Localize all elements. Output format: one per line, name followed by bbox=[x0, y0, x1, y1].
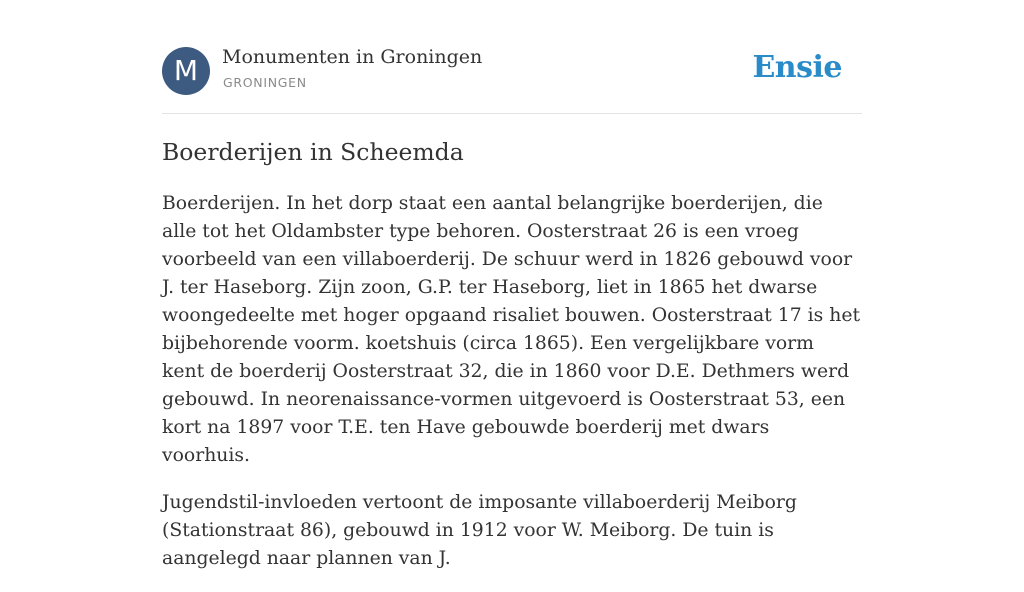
author-location[interactable]: GRONINGEN bbox=[223, 75, 307, 90]
article-paragraph: Jugendstil-invloeden vertoont de imposante villaboerderij Meiborg (Stationstraat 86), gebouwd in 1912 voor W. Meiborg. De tuin is aangelegd naar plannen van J. bbox=[162, 492, 797, 569]
page-container bbox=[162, 0, 862, 569]
ensie-logo[interactable]: Ensie bbox=[752, 50, 842, 85]
avatar[interactable]: M bbox=[162, 47, 210, 95]
header bbox=[162, 0, 862, 114]
article-paragraph: Boerderijen. In het dorp staat een aantal belangrijke boerderijen, die alle tot het Oldambster type behoren. Oosterstraat 26 is een vroeg voorbeeld van een villaboerderij. De schuur werd in 1826 gebouwd voor J. ter Haseborg. Zijn zoon, G.P. ter Haseborg, liet in 1865 het dwarse woongedeelte met hoger opgaand risaliet bouwen. Oosterstraat 17 is het bijbehorende voorm. koetshuis (circa 1865). Een vergelijkbare vorm kent de boerderij Oosterstraat 32, die in 1860 voor D.E. Dethmers werd gebouwd. In neorenaissance-vormen uitgevoerd is Oosterstraat 53, een kort na 1897 voor T.E. ten Have gebouwde boerderij met dwars voorhuis. bbox=[162, 193, 860, 466]
article-body bbox=[162, 190, 862, 592]
author-name[interactable]: Monumenten in Groningen bbox=[222, 46, 483, 68]
page-title: Boerderijen in Scheemda bbox=[162, 138, 464, 166]
